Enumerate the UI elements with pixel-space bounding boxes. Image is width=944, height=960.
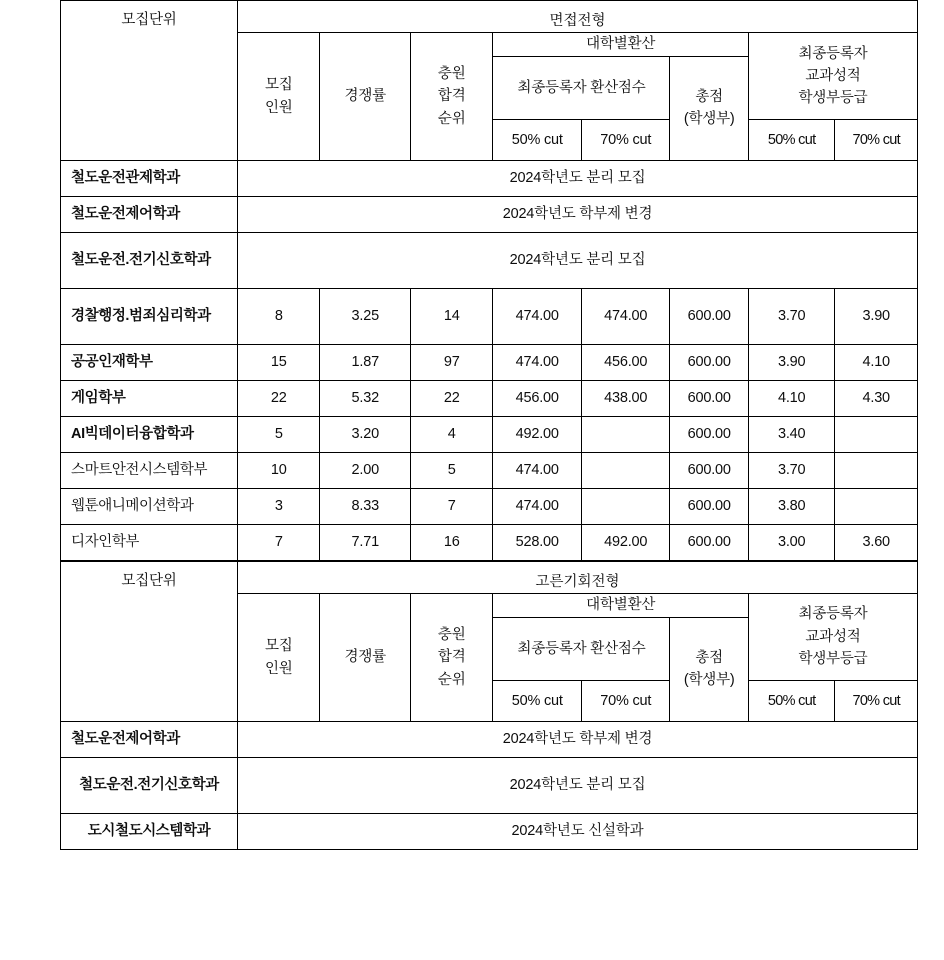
cell-total: 600.00: [670, 452, 748, 488]
cell-rate: 1.87: [320, 344, 411, 380]
cell-grade-cut70: 4.10: [835, 344, 918, 380]
unit-header-cell: 모집단위: [61, 1, 238, 161]
cell-cut50: 528.00: [493, 524, 582, 560]
col-header-grade-cut70: 70% cut: [835, 119, 918, 160]
cell-cut70: [581, 488, 670, 524]
col-header-final-score: 최종등록자 환산점수: [493, 617, 670, 680]
col-header-extra-rank: 충원 합격 순위: [411, 594, 493, 721]
cell-total: 600.00: [670, 524, 748, 560]
dept-name: 공공인재학부: [61, 344, 238, 380]
cell-rate: 8.33: [320, 488, 411, 524]
cell-quota: 22: [238, 380, 320, 416]
col-header-cut50: 50% cut: [493, 119, 582, 160]
dept-name: 게임학부: [61, 380, 238, 416]
col-header-grade-cut50: 50% cut: [748, 119, 835, 160]
cell-cut50: 474.00: [493, 452, 582, 488]
table-row: [61, 416, 918, 452]
cell-extra-rank: 22: [411, 380, 493, 416]
table-row: [61, 196, 918, 232]
cell-extra-rank: 16: [411, 524, 493, 560]
dept-name: 도시철도시스템학과: [61, 813, 238, 849]
header-row-title: [61, 561, 918, 593]
cell-rate: 3.25: [320, 288, 411, 344]
cell-grade-cut50: 3.80: [748, 488, 835, 524]
table-row: [61, 232, 918, 288]
cell-cut50: 474.00: [493, 344, 582, 380]
cell-grade-cut50: 3.70: [748, 452, 835, 488]
cell-grade-cut50: 3.90: [748, 344, 835, 380]
cell-total: 600.00: [670, 288, 748, 344]
cell-grade-cut50: 4.10: [748, 380, 835, 416]
dept-name: 철도운전.전기신호학과: [61, 757, 238, 813]
row-note: 2024학년도 분리 모집: [238, 160, 918, 196]
cell-grade-cut70: [835, 488, 918, 524]
cell-quota: 7: [238, 524, 320, 560]
col-header-univ-conversion: 대학별환산: [493, 594, 748, 617]
cell-cut50: 456.00: [493, 380, 582, 416]
cell-rate: 3.20: [320, 416, 411, 452]
table-row: [61, 380, 918, 416]
cell-extra-rank: 7: [411, 488, 493, 524]
cell-quota: 15: [238, 344, 320, 380]
cell-cut50: 474.00: [493, 288, 582, 344]
cell-cut50: 474.00: [493, 488, 582, 524]
row-note: 2024학년도 학부제 변경: [238, 196, 918, 232]
unit-header-cell: 모집단위: [61, 561, 238, 721]
col-header-total: 총점 (학생부): [670, 56, 748, 160]
table-row: [61, 757, 918, 813]
equal-opportunity-results-table: [60, 561, 918, 850]
col-header-quota: 모집 인원: [238, 33, 320, 160]
col-header-extra-rank: 충원 합격 순위: [411, 33, 493, 160]
dept-name: 철도운전제어학과: [61, 196, 238, 232]
dept-name: 디자인학부: [61, 524, 238, 560]
cell-rate: 7.71: [320, 524, 411, 560]
table-row: [61, 452, 918, 488]
col-header-final-score: 최종등록자 환산점수: [493, 56, 670, 119]
col-header-cut70: 70% cut: [581, 680, 670, 721]
col-header-cut50: 50% cut: [493, 680, 582, 721]
dept-name: AI빅데이터융합학과: [61, 416, 238, 452]
admissions-tables: [60, 0, 918, 850]
cell-rate: 2.00: [320, 452, 411, 488]
dept-name: 철도운전관제학과: [61, 160, 238, 196]
table-row: [61, 488, 918, 524]
table-row: [61, 160, 918, 196]
interview-results-table: [60, 0, 918, 561]
cell-total: 600.00: [670, 380, 748, 416]
cell-grade-cut70: [835, 452, 918, 488]
cell-total: 600.00: [670, 344, 748, 380]
dept-name: 경찰행정.범죄심리학과: [61, 288, 238, 344]
dept-name: 철도운전.전기신호학과: [61, 232, 238, 288]
cell-extra-rank: 5: [411, 452, 493, 488]
cell-grade-cut50: 3.40: [748, 416, 835, 452]
cell-cut50: 492.00: [493, 416, 582, 452]
row-note: 2024학년도 분리 모집: [238, 757, 918, 813]
cell-quota: 3: [238, 488, 320, 524]
col-header-rate: 경쟁률: [320, 33, 411, 160]
cell-grade-cut50: 3.00: [748, 524, 835, 560]
cell-total: 600.00: [670, 416, 748, 452]
cell-extra-rank: 14: [411, 288, 493, 344]
cell-quota: 8: [238, 288, 320, 344]
col-header-univ-conversion: 대학별환산: [493, 33, 748, 56]
cell-grade-cut70: 4.30: [835, 380, 918, 416]
dept-name: 웹툰애니메이션학과: [61, 488, 238, 524]
col-header-rate: 경쟁률: [320, 594, 411, 721]
cell-cut70: 456.00: [581, 344, 670, 380]
col-header-cut70: 70% cut: [581, 119, 670, 160]
cell-grade-cut70: 3.60: [835, 524, 918, 560]
row-note: 2024학년도 신설학과: [238, 813, 918, 849]
cell-cut70: [581, 416, 670, 452]
cell-extra-rank: 4: [411, 416, 493, 452]
col-header-grade-cut70: 70% cut: [835, 680, 918, 721]
cell-cut70: 474.00: [581, 288, 670, 344]
col-header-final-grade: 최종등록자 교과성적 학생부등급: [748, 594, 917, 680]
transform-title-text: 고른기회전형: [535, 573, 620, 590]
table-row: [61, 524, 918, 560]
col-header-quota: 모집 인원: [238, 594, 320, 721]
cell-extra-rank: 97: [411, 344, 493, 380]
col-header-final-grade: 최종등록자 교과성적 학생부등급: [748, 33, 917, 119]
cell-grade-cut70: 3.90: [835, 288, 918, 344]
table-row: [61, 813, 918, 849]
col-header-total: 총점 (학생부): [670, 617, 748, 721]
cell-cut70: 438.00: [581, 380, 670, 416]
row-note: 2024학년도 분리 모집: [238, 232, 918, 288]
transform-title-text: 면접전형: [549, 13, 606, 29]
cell-rate: 5.32: [320, 380, 411, 416]
row-note: 2024학년도 학부제 변경: [238, 721, 918, 757]
table-row: [61, 288, 918, 344]
dept-name: 철도운전제어학과: [61, 721, 238, 757]
cell-cut70: 492.00: [581, 524, 670, 560]
cell-quota: 10: [238, 452, 320, 488]
cell-cut70: [581, 452, 670, 488]
table-row: [61, 721, 918, 757]
header-row-title: [61, 1, 918, 33]
cell-grade-cut70: [835, 416, 918, 452]
col-header-grade-cut50: 50% cut: [748, 680, 834, 721]
cell-total: 600.00: [670, 488, 748, 524]
transform-title-cell: [238, 561, 918, 593]
cell-quota: 5: [238, 416, 320, 452]
transform-title-cell: [238, 1, 918, 33]
dept-name: 스마트안전시스템학부: [61, 452, 238, 488]
cell-grade-cut50: 3.70: [748, 288, 835, 344]
table-row: [61, 344, 918, 380]
